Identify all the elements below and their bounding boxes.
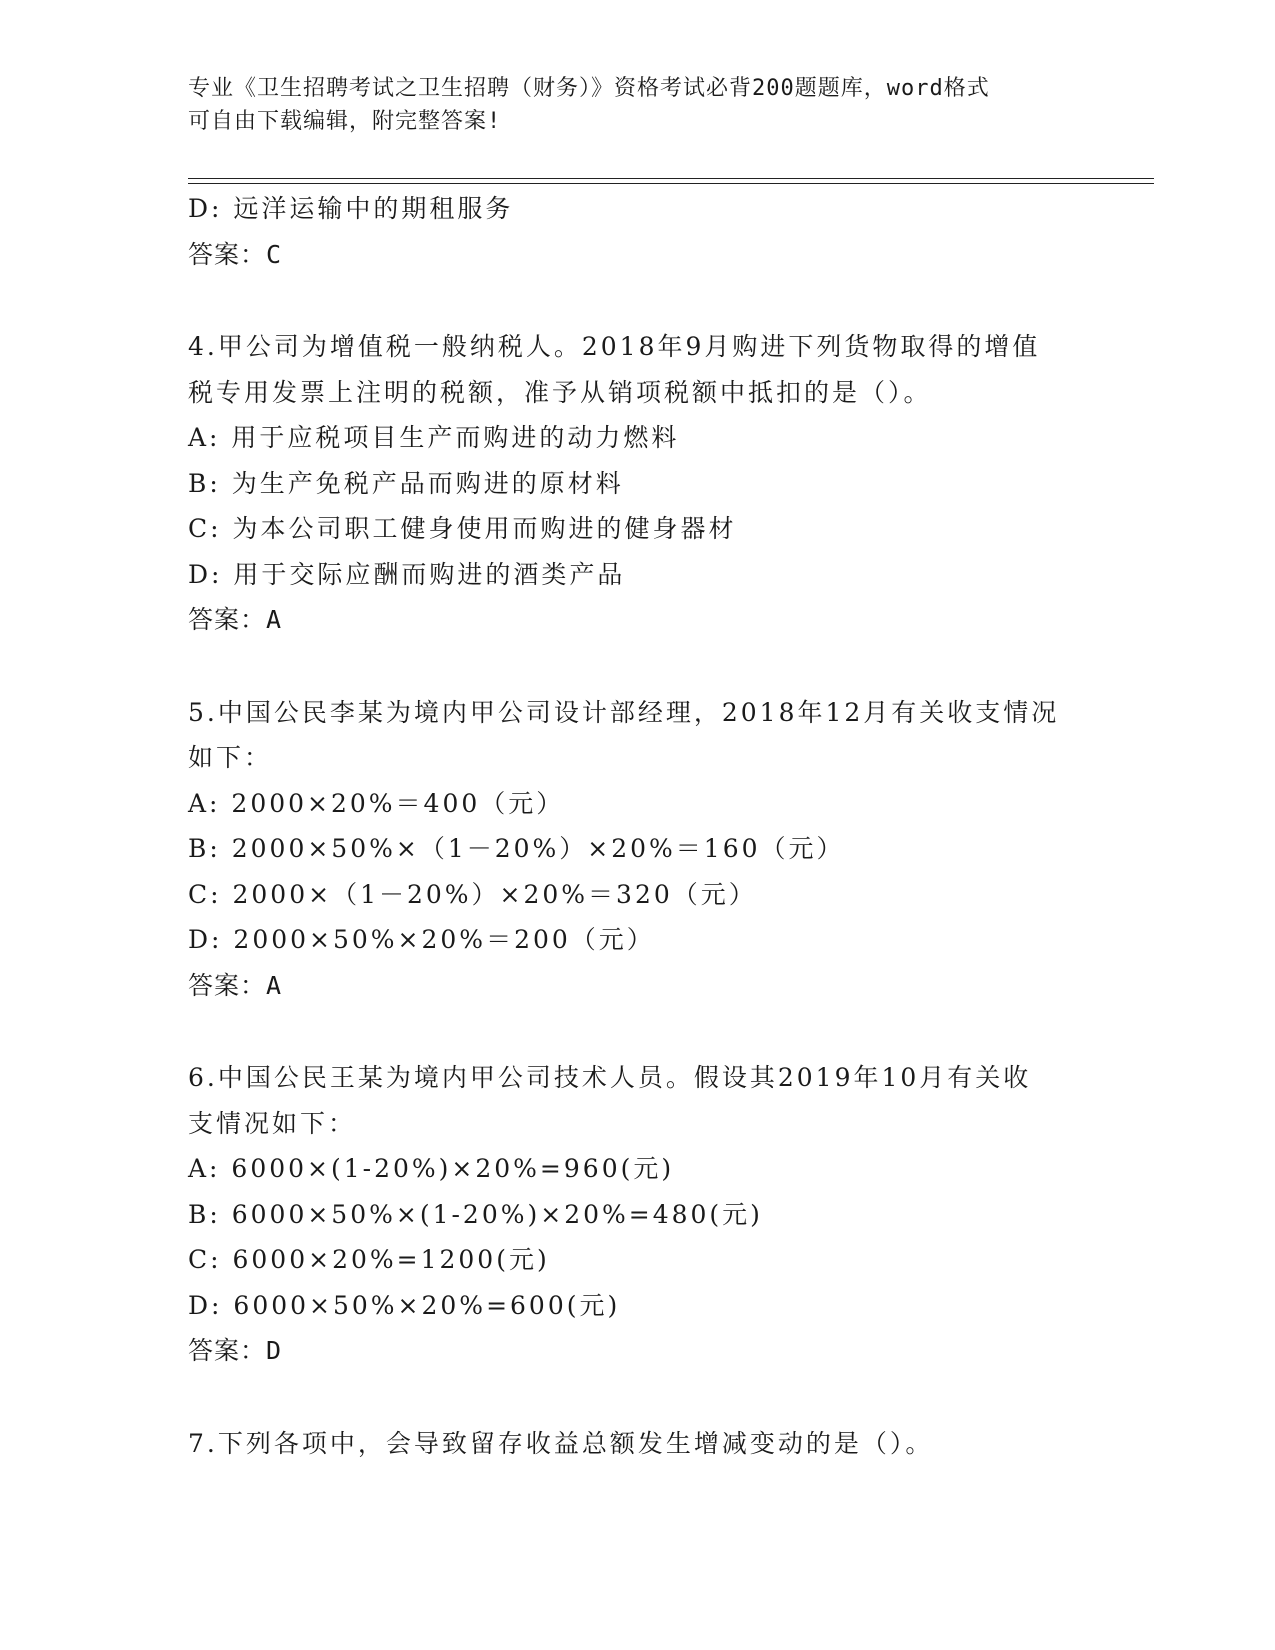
answer-line: 答案：A (188, 605, 283, 634)
option-b: B: 2000×50%×（1－20%）×20%＝160（元） (188, 834, 845, 863)
question-stem: 6.中国公民王某为境内甲公司技术人员。假设其2019年10月有关收 (188, 1063, 1032, 1092)
document-header (188, 72, 1088, 138)
question-stem-continued: 如下： (188, 743, 273, 772)
question-stem-continued: 税专用发票上注明的税额，准予从销项税额中抵扣的是（）。 (188, 377, 932, 407)
option-d: D: 远洋运输中的期租服务 (188, 194, 514, 223)
question-3-tail (188, 186, 1088, 277)
option-a: A: 2000×20%＝400（元） (188, 788, 565, 818)
option-c: C: 为本公司职工健身使用而购进的健身器材 (188, 514, 737, 543)
header-title-line-2: 可自由下载编辑，附完整答案! (188, 109, 502, 134)
question-4 (188, 324, 1088, 643)
answer-line: 答案：A (188, 970, 283, 1000)
option-d: D: 用于交际应酬而购进的酒类产品 (188, 559, 626, 589)
option-b: B: 6000×50%×(1-20%)×20%=480(元) (188, 1199, 763, 1229)
question-7 (188, 1421, 1088, 1467)
answer-line: 答案：D (188, 1336, 283, 1365)
question-stem: 4.甲公司为增值税一般纳税人。2018年9月购进下列货物取得的增值 (188, 332, 1041, 361)
option-a: A: 6000×(1-20%)×20%=960(元) (188, 1154, 675, 1183)
header-divider-top (188, 178, 1154, 179)
question-list (188, 186, 1088, 1466)
question-5 (188, 690, 1088, 1009)
option-b: B: 为生产免税产品而购进的原材料 (188, 468, 624, 498)
option-c: C: 2000×（1－20%）×20%＝320（元） (188, 879, 757, 909)
header-divider-bottom (188, 183, 1154, 184)
question-stem: 7.下列各项中，会导致留存收益总额发生增减变动的是（）。 (188, 1428, 934, 1458)
answer-line: 答案：C (188, 239, 283, 269)
option-d: D: 6000×50%×20%=600(元) (188, 1290, 621, 1320)
question-stem: 5.中国公民李某为境内甲公司设计部经理，2018年12月有关收支情况 (188, 697, 1060, 727)
question-6 (188, 1055, 1088, 1374)
option-a: A: 用于应税项目生产而购进的动力燃料 (188, 423, 680, 452)
header-title-line-1: 专业《卫生招聘考试之卫生招聘（财务）》资格考试必背200题题库，word格式 (188, 76, 990, 101)
question-stem-continued: 支情况如下： (188, 1108, 357, 1138)
option-c: C: 6000×20%=1200(元) (188, 1245, 550, 1274)
option-d: D: 2000×50%×20%＝200（元） (188, 925, 655, 954)
